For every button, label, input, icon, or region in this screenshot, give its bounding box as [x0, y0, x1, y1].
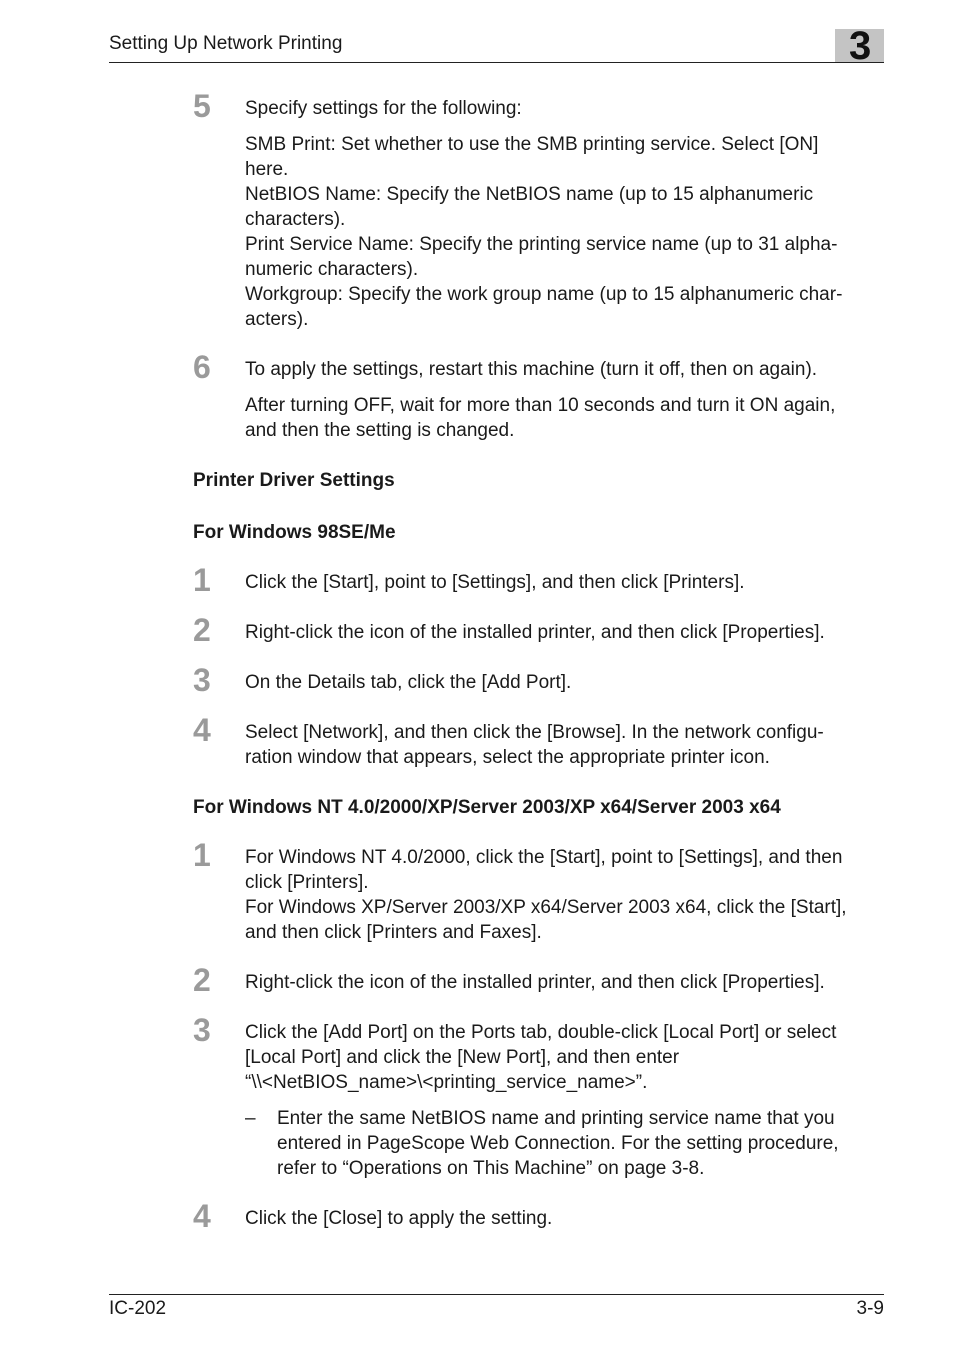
step-number: 5 [193, 88, 211, 124]
step-text: Select [Network], and then click the [Browse]. In the network configu- ration window that appears, select the appropriate printer icon. [245, 722, 824, 768]
step-text: Click the [Add Port] on the Ports tab, double-click [Local Port] or select [Local Port] and click the [New Port], and then enter “\\<NetBIOS_name>\<printing_service_name>”. [245, 1022, 837, 1093]
bullet-text: Enter the same NetBIOS name and printing service name that you entered in PageScope Web Connection. For the setting procedure, refer to “Operations on This Machine” on page 3-8. [277, 1108, 839, 1179]
step-number: 4 [193, 712, 211, 748]
step-number: 1 [193, 837, 211, 873]
step-detail: SMB Print: Set whether to use the SMB printing service. Select [ON] here. NetBIOS Name: Specify the NetBIOS name (up to 15 alphanumeric characters). Print Service Name: Specify the printing service name (up to 31 alpha- numeric characters). Workgroup: Specify the work group name (up to 15 alphanumeric char- acters). [245, 134, 843, 330]
step-text: On the Details tab, click the [Add Port]. [245, 672, 572, 693]
step-number: 2 [193, 962, 211, 998]
running-header-title: Setting Up Network Printing [109, 33, 343, 54]
step-number: 1 [193, 562, 211, 598]
section-heading: Printer Driver Settings [193, 470, 395, 491]
step-number: 3 [193, 662, 211, 698]
step-text: Specify settings for the following: [245, 98, 522, 119]
header-divider [109, 62, 884, 63]
step-text: Click the [Close] to apply the setting. [245, 1208, 553, 1229]
step-number: 2 [193, 612, 211, 648]
step-number: 6 [193, 349, 211, 385]
footer-divider [109, 1294, 884, 1295]
step-text: To apply the settings, restart this machine (turn it off, then on again). [245, 359, 818, 380]
step-detail: After turning OFF, wait for more than 10 seconds and turn it ON again, and then the setting is changed. [245, 395, 836, 441]
step-text: Right-click the icon of the installed printer, and then click [Properties]. [245, 622, 825, 643]
step-number: 3 [193, 1012, 211, 1048]
footer-product: IC-202 [109, 1298, 167, 1319]
bullet-dash: – [245, 1108, 256, 1129]
chapter-number: 3 [849, 24, 872, 68]
footer-page-number: 3-9 [856, 1298, 884, 1319]
step-text: For Windows NT 4.0/2000, click the [Start], point to [Settings], and then click [Printers]. For Windows XP/Server 2003/XP x64/Server 2003 x64, click the [Start], and then click [Printers and Faxes]. [245, 847, 847, 943]
step-text: Right-click the icon of the installed printer, and then click [Properties]. [245, 972, 825, 993]
step-number: 4 [193, 1198, 211, 1234]
subsection-heading-winnt: For Windows NT 4.0/2000/XP/Server 2003/XP x64/Server 2003 x64 [193, 797, 781, 818]
subsection-heading-win98: For Windows 98SE/Me [193, 522, 396, 543]
step-text: Click the [Start], point to [Settings], and then click [Printers]. [245, 572, 745, 593]
